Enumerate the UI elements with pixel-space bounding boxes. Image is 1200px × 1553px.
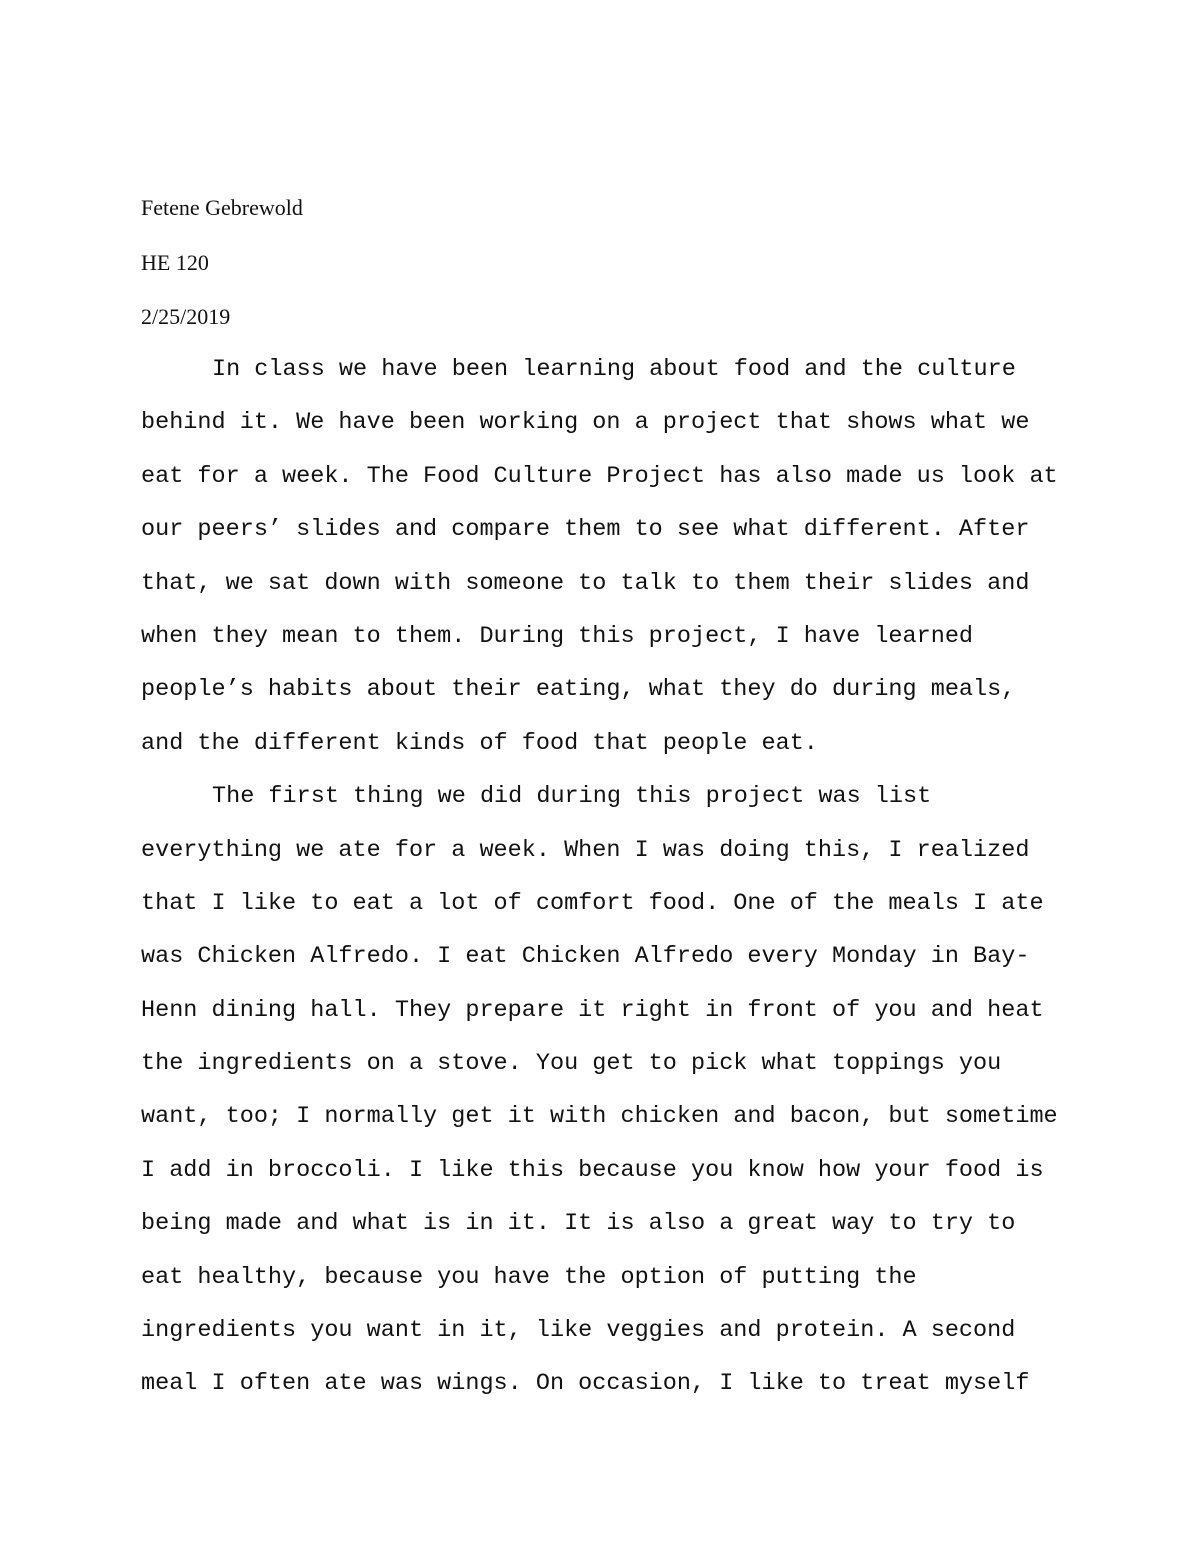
- document-date: 2/25/2019: [141, 304, 231, 329]
- essay-body: [141, 353, 1121, 1421]
- text-line: meal I often ate was wings. On occasion, I like to treat myself: [141, 1370, 1030, 1398]
- text-line: In class we have been learning about food and the culture: [212, 356, 1016, 383]
- text-line: when they mean to them. During this project, I have learned: [141, 622, 974, 650]
- text-line: that I like to eat a lot of comfort food. One of the meals I ate: [141, 889, 1044, 917]
- paragraph-2: [141, 780, 1121, 1421]
- text-line: being made and what is in it. It is also a great way to try to: [141, 1210, 1016, 1238]
- text-line: everything we ate for a week. When I was doing this, I realized: [141, 836, 1030, 864]
- paragraph-1: [141, 353, 1121, 780]
- text-line: and the different kinds of food that people eat.: [141, 729, 818, 757]
- text-line: that, we sat down with someone to talk to them their slides and: [141, 569, 1030, 597]
- text-line: behind it. We have been working on a project that shows what we: [141, 409, 1030, 437]
- course-code: HE 120: [141, 250, 209, 275]
- text-line: The first thing we did during this project was list: [212, 783, 932, 811]
- text-line: want, too; I normally get it with chicken and bacon, but sometime: [141, 1103, 1058, 1131]
- text-line: eat healthy, because you have the option of putting the: [141, 1263, 917, 1291]
- text-line: our peers’ slides and compare them to see what different. After: [141, 516, 1030, 544]
- text-line: was Chicken Alfredo. I eat Chicken Alfredo every Monday in Bay-: [141, 943, 1030, 971]
- text-line: eat for a week. The Food Culture Project has also made us look at: [141, 462, 1058, 490]
- author-name: Fetene Gebrewold: [141, 195, 303, 220]
- text-line: ingredients you want in it, like veggies and protein. A second: [141, 1317, 1016, 1345]
- text-line: the ingredients on a stove. You get to pick what toppings you: [141, 1050, 1002, 1078]
- text-line: people’s habits about their eating, what they do during meals,: [141, 676, 1016, 704]
- text-line: Henn dining hall. They prepare it right in front of you and heat: [141, 996, 1044, 1024]
- text-line: I add in broccoli. I like this because you know how your food is: [141, 1156, 1044, 1184]
